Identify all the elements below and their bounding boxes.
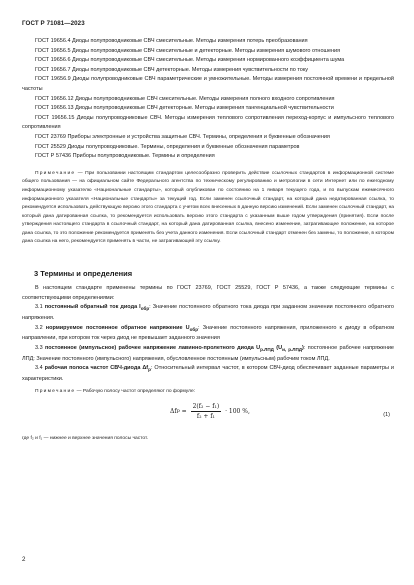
term-definition: : Относительный интервал частот, в котором СВЧ-диод обеспечивает заданные параметры и характеристики. [22, 365, 394, 382]
document-body [22, 37, 394, 444]
reference-item: ГОСТ 19656.13 Диоды полупроводниковые СВЧ детекторные. Методы измерения тангенциальной чувствительности [35, 105, 334, 112]
formula-denominator: f₂ + f₁ [196, 412, 215, 420]
note-label: Примечание [35, 170, 76, 176]
term-3-2 [22, 324, 394, 344]
formula-number: (1) [383, 411, 390, 418]
term-name: рабочая полоса частот СВЧ-диода Δf [44, 365, 149, 372]
term-number: 3.3 [35, 344, 45, 351]
note-label: Примечание [35, 389, 76, 395]
formula-numerator: 2(f₂ − f₁) [192, 402, 220, 410]
formula-tail: · 100 %, [223, 407, 250, 415]
section-intro: В настоящем стандарте применены термины по ГОСТ 23769, ГОСТ 25529, ГОСТ Р 57436, а также следующие термины с соответствующими определениями: [22, 285, 394, 301]
note-text: — Рабочую полосу частот определяют по формуле: [75, 389, 196, 395]
page-header: ГОСТ Р 71081—2023 [22, 20, 85, 27]
formula-block [22, 399, 394, 435]
reference-item: ГОСТ 19656.7 Диоды полупроводниковые СВЧ детекторные. Методы измерения чувствительности по току [35, 66, 309, 73]
term-definition: : Значение постоянного напряжения, приложенного к диоду в обратном направлении, при котором ток через диод не превышает заданного значения [22, 324, 394, 342]
formula-lhs: Δf [170, 407, 177, 415]
formula [170, 403, 250, 420]
term-name-alt: (U [273, 344, 283, 351]
reference-item: ГОСТ 25529 Диоды полупроводниковые. Термины, определения и буквенные обозначения параметров [35, 143, 300, 150]
term-name: постоянный обратный ток диода I [44, 304, 141, 311]
term-definition: : постоянное рабочее напряжение ЛПД: Значение постоянного (импульсного) напряжения, обусловленное постоянным (импульсным) рабочим током ЛПД. [22, 344, 394, 362]
reference-item: ГОСТ 19656.4 Диоды полупроводниковые СВЧ смесительные. Методы измерения потерь преобразования [35, 38, 308, 44]
term-3-1 [22, 303, 394, 323]
term-name: постоянное (импульсное) рабочее напряжение лавинно-пролетного диода U [44, 344, 261, 351]
reference-item: ГОСТ 19656.15 Диоды полупроводниковые СВЧ. Методы измерения теплового сопротивления переход-корпус и импульсного теплового сопротивления [22, 114, 394, 131]
reference-item: ГОСТ 23769 Приборы электронные и устройства защитные СВЧ. Термины, определения и буквенные обозначения [35, 133, 330, 140]
term-number: 3.2 [35, 324, 46, 331]
reference-item: ГОСТ 19656.6 Диоды полупроводниковые СВЧ смесительные. Методы измерения нормированного коэффициента шума [35, 57, 345, 64]
formula-note [22, 388, 394, 397]
term-subscript-alt: и, р.ЛПД [282, 346, 303, 352]
note-paragraph [22, 170, 394, 247]
term-subscript: р [148, 367, 151, 373]
formula-where: где f₂ и f₁ — нижнее и верхнее значения полосы частот. [22, 435, 149, 441]
reference-item: ГОСТ 19656.5 Диоды полупроводниковые СВЧ смесительные и детекторные. Методы измерения шумового отношения [35, 47, 341, 54]
term-subscript: обр [189, 326, 199, 332]
term-3-4 [22, 364, 394, 384]
term-subscript: р.ЛПД [260, 346, 274, 352]
page-number: 2 [22, 556, 26, 563]
reference-item: ГОСТ 19656.9 Диоды полупроводниковые СВЧ параметрические и умножительные. Методы измерения постоянной времени и предельной частоты [22, 76, 394, 92]
term-3-3 [22, 344, 394, 364]
term-definition: : Значение постоянного обратного тока диода при заданном значении постоянного обратного напряжения. [22, 304, 394, 321]
term-number: 3.4 [35, 365, 45, 372]
reference-item: ГОСТ Р 57436 Приборы полупроводниковые. Термины и определения [35, 153, 215, 160]
section-title: 3 Термины и определения [34, 269, 133, 279]
reference-item: ГОСТ 19656.12 Диоды полупроводниковые СВЧ смесительные. Методы измерения полного входного сопротивления [35, 95, 335, 102]
note-text: — При пользовании настоящим стандартом целесообразно проверить действие ссылочных стандартов в информационной системе общего пользования — на официальном сайте Федерального агентства по техническому регулированию и метрологии в сети Интернет или по ежегодному информационному указателю «Национальные стандарты», который опубликован по состоянию на 1 января текущего года, и по выпускам ежемесячного информационного указателя «Национальные стандарты» за текущий год. Если заменен ссылочный стандарт, на который дана недатированная ссылка, то рекомендуется использовать действующую версию этого стандарта с учетом всех внесенных в данную версию изменений. Если заменен ссылочный стандарт, на который дана датированная ссылка, то рекомендуется использовать версию этого стандарта с указанным выше годом утверждения (принятия). Если после утверждения настоящего стандарта в ссылочный стандарт, на который дана датированная ссылка, внесено изменение, затрагивающее положение, на которое дана ссылка, то это положение рекомендуется применять без учета данного изменения. Если ссылочный стандарт отменен без замены, то положение, в котором дана ссылка на него, рекомендуется применять в части, не затрагивающей эту ссылку. [22, 170, 394, 245]
term-number: 3.1 [35, 304, 45, 311]
formula-lhs-subscript: р [176, 408, 180, 415]
term-name-close: ) [302, 344, 304, 351]
formula-fraction [191, 403, 222, 420]
term-subscript: обр [140, 306, 150, 312]
term-name: нормируемое постоянное обратное напряжение U [45, 324, 190, 331]
formula-equals: = [179, 407, 189, 415]
